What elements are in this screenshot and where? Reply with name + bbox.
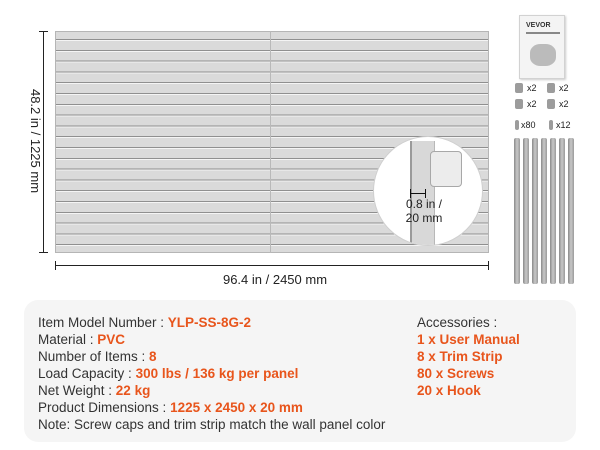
screw-cap-icon (549, 120, 553, 130)
manual-title-line (526, 32, 560, 34)
trim-strip (532, 138, 538, 284)
hook-icon (515, 83, 523, 93)
hook-b-count: x2 (559, 83, 569, 93)
accessory-item: 20 x Hook (417, 383, 481, 398)
hook-icon (547, 83, 555, 93)
manual-logo: VEVOR (526, 22, 551, 29)
spec-row (38, 331, 385, 348)
trim-strip (541, 138, 547, 284)
spec-label: Number of Items : (38, 349, 150, 364)
trim-strip (514, 138, 520, 284)
width-dimension-cap-right (488, 261, 489, 270)
accessory-item: 1 x User Manual (417, 332, 520, 347)
spec-value: 1225 x 2450 x 20 mm (170, 400, 303, 415)
thickness-label (389, 197, 459, 225)
accessory-item: 80 x Screws (417, 366, 495, 381)
spec-row (38, 365, 385, 382)
thickness-label-line2: 20 mm (405, 211, 443, 225)
accessories-list (417, 314, 520, 399)
height-dimension-cap-top (39, 31, 48, 32)
width-dimension-label: 96.4 in / 2450 mm (222, 272, 328, 287)
spec-label: Material : (38, 332, 98, 347)
specifications-box (24, 300, 576, 442)
user-manual-image (519, 15, 565, 79)
spec-label: Item Model Number : (38, 315, 168, 330)
width-dimension-line (55, 265, 489, 266)
spec-value: 22 kg (115, 383, 151, 398)
spec-row (38, 382, 385, 399)
trim-lip (430, 151, 462, 187)
screws-count: x80 (521, 120, 536, 130)
thickness-detail-callout (373, 136, 483, 246)
hook-c-count: x2 (527, 99, 537, 109)
note-text: Note: Screw caps and trim strip match the wall panel color (38, 417, 386, 432)
spec-value: PVC (97, 332, 126, 347)
hook-icon (547, 99, 555, 109)
spec-value: YLP-SS-8G-2 (167, 315, 252, 330)
trims-count: x12 (556, 120, 571, 130)
hook-icon (515, 99, 523, 109)
spec-value: 300 lbs / 136 kg per panel (135, 366, 299, 381)
spec-label: Load Capacity : (38, 366, 136, 381)
trim-strip (550, 138, 556, 284)
trim-strip (568, 138, 574, 284)
thickness-label-line1: 0.8 in / (405, 197, 443, 211)
panel-seam (270, 31, 271, 253)
spec-row (38, 314, 385, 331)
spec-label: Net Weight : (38, 383, 116, 398)
thickness-arrow (410, 193, 426, 194)
height-dimension-cap-bottom (39, 252, 48, 253)
trim-strip (523, 138, 529, 284)
height-dimension-label: 48.2 in / 1225 mm (28, 88, 43, 194)
height-dimension-line (43, 31, 44, 253)
spec-list (38, 314, 385, 433)
spec-value: 8 (149, 349, 157, 364)
accessory-item: 8 x Trim Strip (417, 349, 503, 364)
screw-icon (515, 120, 519, 130)
trim-strip (559, 138, 565, 284)
spec-row (38, 399, 385, 416)
width-dimension-cap-left (55, 261, 56, 270)
spec-row (38, 348, 385, 365)
manual-cover-graphic (530, 44, 556, 66)
hook-d-count: x2 (559, 99, 569, 109)
hook-a-count: x2 (527, 83, 537, 93)
spec-label: Product Dimensions : (38, 400, 171, 415)
accessories-title: Accessories : (417, 315, 498, 330)
